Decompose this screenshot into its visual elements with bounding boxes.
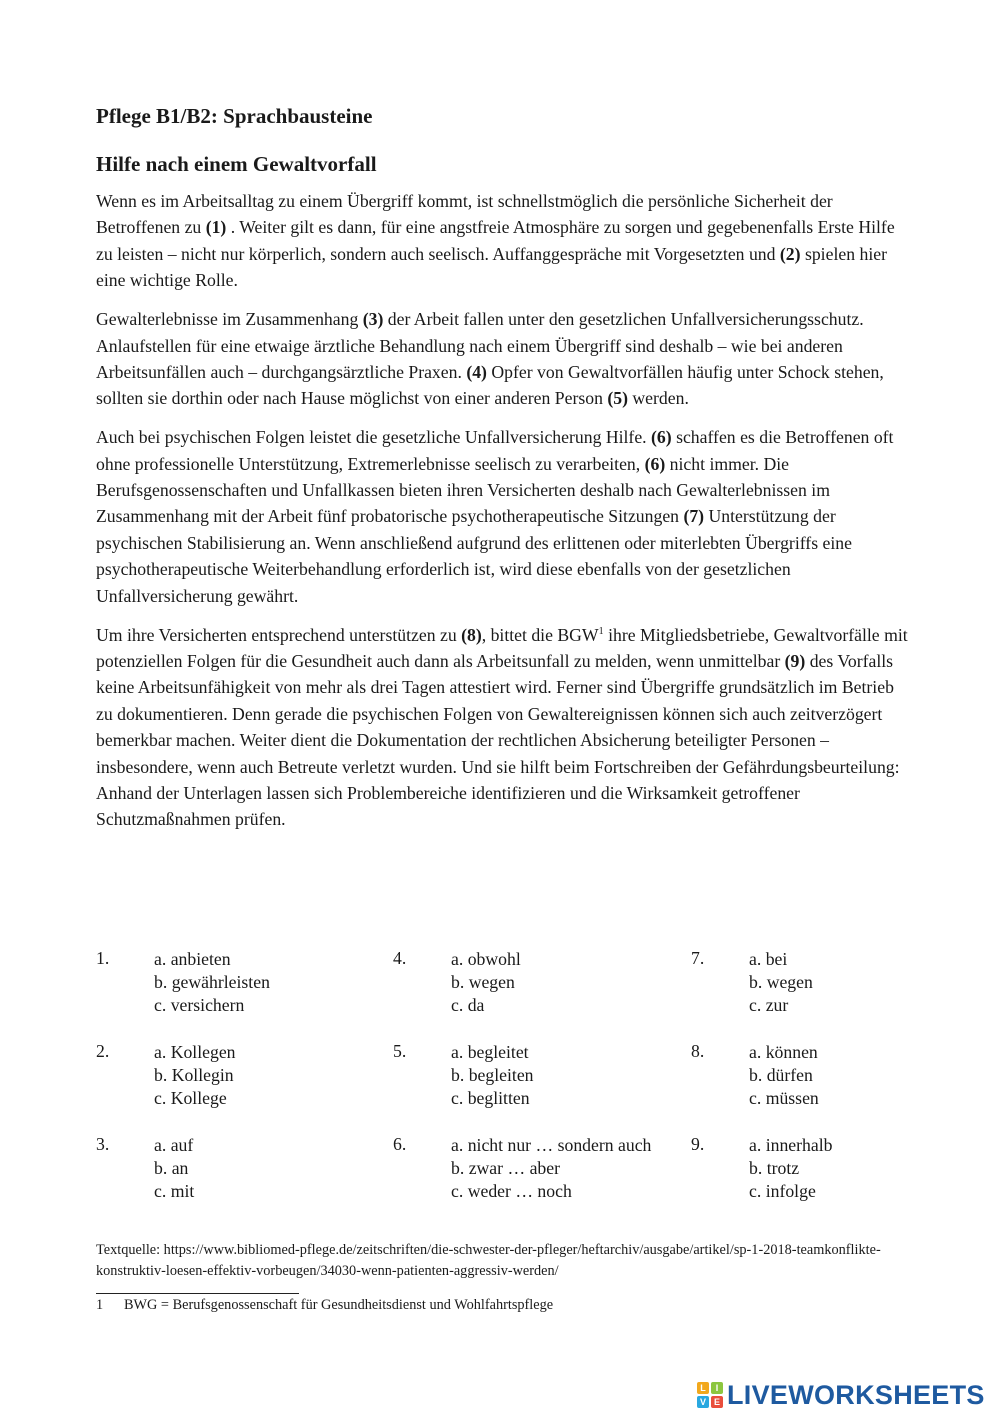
gap-9[interactable]: (9) [784, 651, 806, 671]
options-row-2 [96, 1041, 911, 1134]
question-number: 9. [691, 1134, 705, 1154]
logo-square-l: L [697, 1382, 709, 1394]
logo-square-i: I [711, 1382, 723, 1394]
text-source: Textquelle: https://www.bibliomed-pflege.de/zeitschriften/die-schwester-der-pfleger/heftarchiv/ausgabe/artikel/sp-1-2018-teamkonflikte-konstruktiv-loesen-effektiv-vorbeugen/34030-wenn-patienten-aggressiv-werden/ [96, 1242, 881, 1279]
gap-7[interactable]: (7) [683, 506, 705, 527]
option-4c[interactable]: c. da [451, 995, 485, 1016]
gap-1[interactable]: (1) [205, 217, 227, 238]
option-2b[interactable]: b. Kollegin [154, 1065, 234, 1086]
answer-options [96, 948, 911, 1227]
option-1b[interactable]: b. gewährleisten [154, 972, 270, 993]
paragraph-4: Um ihre Versicherten entsprechend unterstützen zu (8), bittet die BGW$^1$ ihre Mitgliedsbetriebe, Gewaltvorfälle mit potenziellen Folgen für die Gesundheit auch dann als Arbeitsunfall zu melden, wenn unmittelbar (9) des Vorfalls keine Arbeitsunfähigkeit von mehr als drei Tagen attestiert wird. Ferner sind Übergriffe grundsätzlich im Betrieb zu dokumentieren. Denn gerade die psychischen Folgen von Gewaltereignissen können sich auch zeitverzögert bemerkbar machen. Weiter dient die Dokumentation der rechtlichen Absicherung beteiligter Personen – insbesondere, wenn auch Betreute verletzt wurden. Und sie hilft beim Fortschreiben der Gefährdungsbeurteilung: Anhand der Unterlagen lassen sich Problembereiche identifizieren und die Wirksamkeit getroffener Schutzmaßnahmen prüfen. [96, 624, 908, 830]
paragraph-2: Gewalterlebnisse im Zusammenhang (3) der Arbeit fallen unter den gesetzlichen Unfallversicherungsschutz. Anlaufstellen für eine etwaige ärztliche Behandlung nach einem Übergriff sind deshalb – wie bei anderen Arbeitsunfällen auch – durchgangsärztliche Praxen. (4) Opfer von Gewaltvorfällen häufig unter Schock stehen, sollten sie dorthin oder nach Hause möglichst von einer anderen Person (5) werden. [96, 309, 884, 409]
cloze-text [96, 188, 911, 845]
option-7a[interactable]: a. bei [749, 949, 788, 969]
footnote-number: 1 [96, 1297, 104, 1313]
logo-square-v: V [697, 1396, 709, 1408]
option-7b[interactable]: b. wegen [749, 972, 813, 993]
gap-5[interactable]: (5) [607, 388, 628, 409]
gap-8[interactable]: (8) [461, 624, 482, 645]
option-9a[interactable]: a. innerhalb [749, 1135, 833, 1155]
option-3b[interactable]: b. an [154, 1158, 189, 1179]
page-subtitle: Hilfe nach einem Gewaltvorfall [96, 152, 377, 176]
question-number: 6. [393, 1134, 407, 1154]
gap-2[interactable]: (2) [779, 243, 801, 264]
liveworksheets-logo [697, 1378, 985, 1412]
option-6b[interactable]: b. zwar … aber [451, 1158, 561, 1179]
option-6a[interactable]: a. nicht nur … sondern auch [451, 1135, 652, 1155]
logo-squares-icon [697, 1382, 723, 1408]
option-8a[interactable]: a. können [749, 1042, 818, 1062]
option-7c[interactable]: c. zur [749, 995, 789, 1016]
question-number: 5. [393, 1041, 407, 1061]
option-1c[interactable]: c. versichern [154, 995, 245, 1016]
option-2c[interactable]: c. Kollege [154, 1088, 227, 1109]
question-number: 2. [96, 1041, 110, 1061]
options-row-3 [96, 1134, 911, 1227]
option-8c[interactable]: c. müssen [749, 1088, 819, 1109]
option-9b[interactable]: b. trotz [749, 1158, 800, 1179]
footnote-divider [96, 1293, 299, 1294]
gap-4[interactable]: (4) [466, 361, 487, 382]
option-5b[interactable]: b. begleiten [451, 1065, 534, 1086]
question-number: 7. [691, 948, 705, 968]
question-number: 8. [691, 1041, 705, 1061]
option-5c[interactable]: c. beglitten [451, 1088, 530, 1109]
footnote-text: BWG = Berufsgenossenschaft für Gesundheitsdienst und Wohlfahrtspflege [124, 1297, 554, 1313]
option-3c[interactable]: c. mit [154, 1181, 195, 1202]
question-number: 1. [96, 948, 110, 968]
option-9c[interactable]: c. infolge [749, 1181, 816, 1202]
footnote-ref: 1 [598, 625, 604, 637]
gap-6b[interactable]: (6) [644, 453, 666, 474]
option-8b[interactable]: b. dürfen [749, 1065, 813, 1086]
option-4b[interactable]: b. wegen [451, 972, 515, 993]
paragraph-3: Auch bei psychischen Folgen leistet die gesetzliche Unfallversicherung Hilfe. (6) schaffen es die Betroffenen oft ohne professionelle Unterstützung, Extremerlebnisse seelisch zu verarbeiten, (6) nicht immer. Die Berufsgenossenschaften und Unfallkassen bieten ihren Versicherten deshalb nach Gewalterlebnissen im Zusammenhang mit der Arbeit fünf probatorische psychotherapeutische Sitzungen (7) Unterstützung der psychischen Stabilisierung an. Wenn anschließend aufgrund des erlittenen oder miterlebten Übergriffs eine psychotherapeutische Weiterbehandlung erforderlich ist, wird diese ebenfalls von der gesetzlichen Unfallversicherung gewährt. [96, 427, 894, 606]
option-5a[interactable]: a. begleitet [451, 1042, 529, 1062]
gap-3[interactable]: (3) [362, 309, 384, 330]
page-title: Pflege B1/B2: Sprachbausteine [96, 104, 373, 128]
option-6c[interactable]: c. weder … noch [451, 1181, 572, 1202]
option-2a[interactable]: a. Kollegen [154, 1042, 236, 1062]
logo-text: LIVEWORKSHEETS [727, 1379, 985, 1410]
footnote [96, 1297, 553, 1314]
option-4a[interactable]: a. obwohl [451, 949, 521, 969]
question-number: 4. [393, 948, 407, 968]
paragraph-1: Wenn es im Arbeitsalltag zu einem Übergriff kommt, ist schnellstmöglich die persönliche Sicherheit der Betroffenen zu (1) . Weiter gilt es dann, für eine angstfreie Atmosphäre zu sorgen und gegebenenfalls Erste Hilfe zu leisten – nicht nur körperlich, sondern auch seelisch. Auffanggespräche mit Vorgesetzten und (2) spielen hier eine wichtige Rolle. [96, 191, 895, 291]
gap-6a[interactable]: (6) [651, 427, 672, 448]
option-3a[interactable]: a. auf [154, 1135, 194, 1155]
question-number: 3. [96, 1134, 110, 1154]
options-row-1 [96, 948, 911, 1041]
option-1a[interactable]: a. anbieten [154, 949, 231, 969]
logo-square-e: E [711, 1396, 723, 1408]
